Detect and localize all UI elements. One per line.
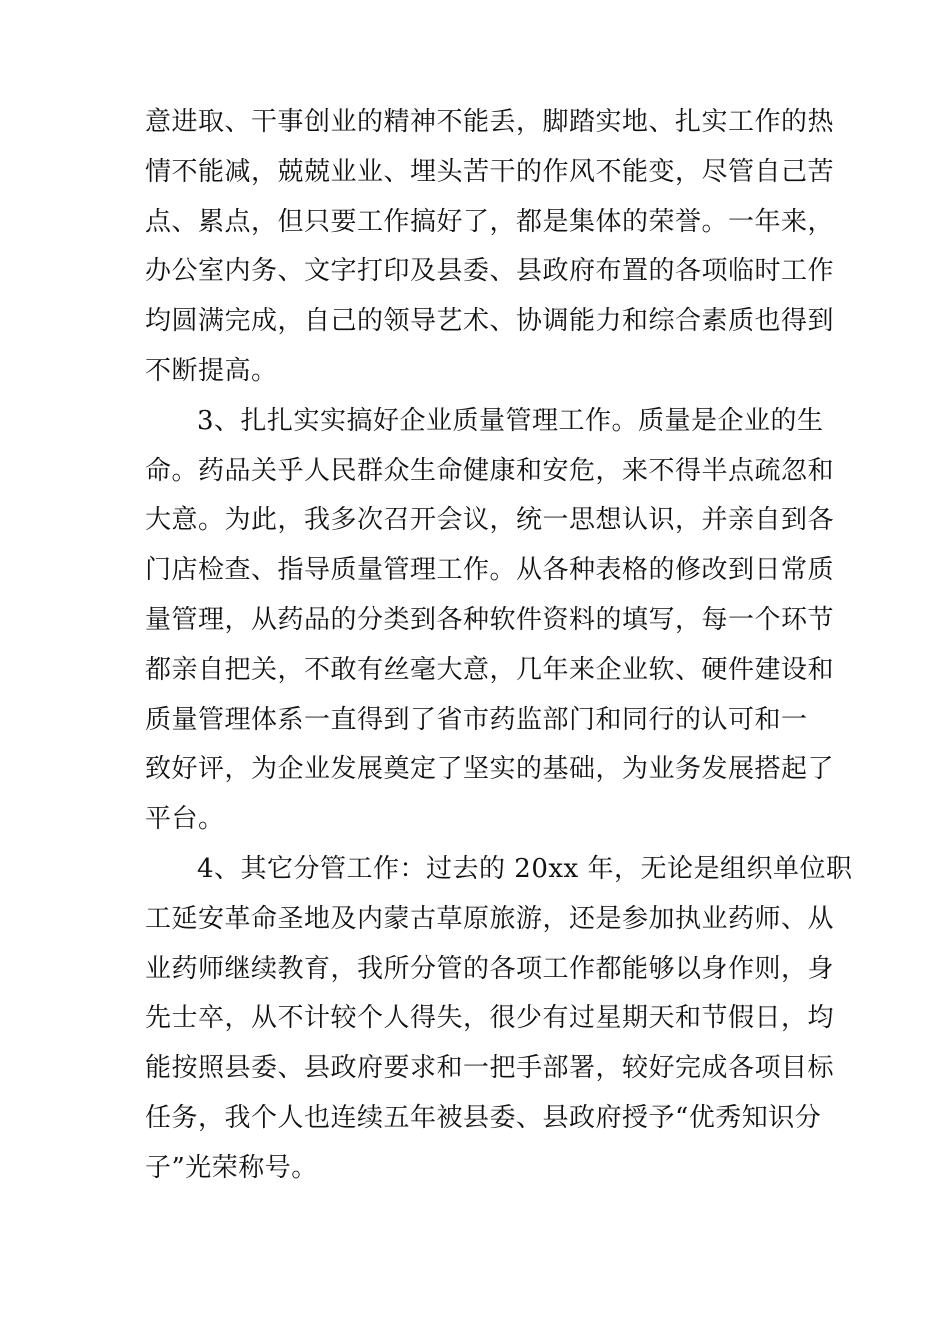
text-line: 4、其它分管工作：过去的 20xx 年，无论是组织单位职 xyxy=(197,853,853,884)
text-line: 致好评，为企业发展奠定了坚实的基础，为业务发展搭起了 xyxy=(145,754,835,785)
text-line: 平台。 xyxy=(145,804,225,835)
text-line: 量管理，从药品的分类到各种软件资料的填写，每一个环节 xyxy=(145,604,835,635)
text-line: 情不能减，兢兢业业、埋头苦干的作风不能变，尽管自己苦 xyxy=(145,156,835,187)
text-line: 意进取、干事创业的精神不能丢，脚踏实地、扎实工作的热 xyxy=(145,107,835,137)
text-line: 都亲自把关，不敢有丝毫大意，几年来企业软、硬件建设和 xyxy=(145,654,835,685)
paragraph-1 xyxy=(145,98,835,397)
text-line: 业药师继续教育，我所分管的各项工作都能够以身作则，身 xyxy=(145,953,835,984)
paragraph-3 xyxy=(145,845,853,1194)
text-line: 3、扎扎实实搞好企业质量管理工作。质量是企业的生 xyxy=(197,405,824,436)
text-line: 命。药品关乎人民群众生命健康和安危，来不得半点疏忽和 xyxy=(145,455,835,486)
text-line: 能按照县委、县政府要求和一把手部署，较好完成各项目标 xyxy=(145,1053,835,1084)
text-line: 大意。为此，我多次召开会议，统一思想认识，并亲自到各 xyxy=(145,505,835,536)
text-line: 任务，我个人也连续五年被县委、县政府授予“优秀知识分 xyxy=(145,1102,822,1133)
text-line: 子”光荣称号。 xyxy=(145,1152,318,1183)
text-line: 点、累点，但只要工作搞好了，都是集体的荣誉。一年来， xyxy=(145,206,835,237)
text-line: 不断提高。 xyxy=(145,355,278,386)
text-line: 工延安革命圣地及内蒙古草原旅游，还是参加执业药师、从 xyxy=(145,903,835,934)
text-line: 质量管理体系一直得到了省市药监部门和同行的认可和一 xyxy=(145,704,808,735)
text-line: 先士卒，从不计较个人得失，很少有过星期天和节假日，均 xyxy=(145,1003,835,1034)
text-line: 门店检查、指导质量管理工作。从各种表格的修改到日常质 xyxy=(145,555,835,586)
text-line: 办公室内务、文字打印及县委、县政府布置的各项临时工作 xyxy=(145,256,835,287)
document-body xyxy=(145,98,853,1194)
text-line: 均圆满完成，自己的领导艺术、协调能力和综合素质也得到 xyxy=(145,306,835,337)
paragraph-2 xyxy=(145,397,835,845)
